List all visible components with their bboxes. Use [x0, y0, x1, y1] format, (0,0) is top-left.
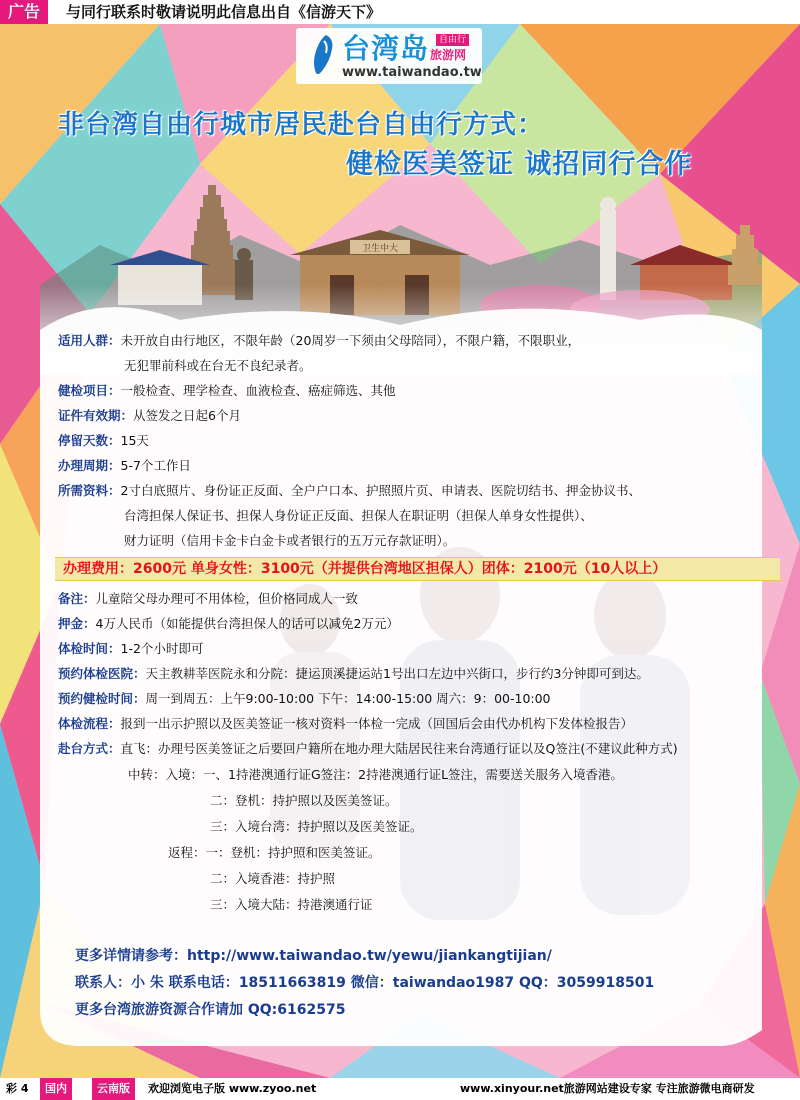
footer-right-text: www.xinyour.net旅游网站建设专家 专注旅游微电商研发 — [460, 1082, 755, 1095]
detail-label: 备注： — [58, 591, 96, 606]
brand-name: 台湾岛 — [342, 32, 430, 65]
detail-label: 预约健检时间： — [58, 691, 146, 706]
detail-label: 赴台方式： — [58, 741, 121, 756]
gate-inscription: 卫生中大 — [361, 244, 399, 254]
cooperation-line: 更多台湾旅游资源合作请加 QQ:6162575 — [75, 1002, 346, 1018]
detail-row — [58, 690, 551, 708]
detail-row — [58, 715, 633, 733]
detail-text: 5-7个工作日 — [120, 458, 191, 473]
detail-text: 2寸白底照片、身份证正反面、全户户口本、护照照片页、申请表、医院切结书、押金协议书、 — [120, 483, 641, 498]
transfer-text: 二：登机：持护照以及医美签证。 — [210, 793, 398, 808]
detail-label: 停留天数： — [58, 433, 121, 448]
detail-text: 直飞：办理号医美签证之后要回户籍所在地办理大陆居民往来台湾通行证以及Q签注(不建议此种方式) — [120, 741, 678, 756]
transfer-text: 二：入境香港：持护照 — [210, 871, 336, 886]
detail-label: 押金： — [58, 616, 96, 631]
detail-row — [58, 740, 678, 758]
source-notice: 与同行联系时敬请说明此信息出自《信游天下》 — [66, 3, 382, 21]
detail-label: 预约体检医院： — [58, 666, 146, 681]
detail-text: 台湾担保人保证书、担保人身份证正反面、担保人在职证明（担保人单身女性提供）、 — [124, 508, 593, 523]
detail-text: 1-2个小时即可 — [120, 641, 204, 656]
brand-url: www.taiwandao.tw — [342, 65, 482, 80]
taiwandao-logo[interactable] — [296, 28, 482, 84]
detail-label: 所需资料： — [58, 483, 121, 498]
detail-text: 未开放自由行地区，不限年龄（20周岁一下须由父母陪同），不限户籍，不限职业， — [120, 333, 581, 348]
detail-text: 周一到周五：上午9:00-10:00 下午：14:00-15:00 周六：9：00-10:00 — [145, 691, 551, 706]
detail-row — [58, 640, 203, 658]
welcome-text: 欢迎浏览电子版 www.zyoo.net — [148, 1082, 317, 1095]
detail-text: 从签发之日起6个月 — [133, 408, 241, 423]
transfer-text: 三：入境大陆：持港澳通行证 — [210, 897, 373, 912]
transfer-row — [168, 844, 381, 862]
transfer-text: 三：入境台湾：持护照以及医美签证。 — [210, 819, 423, 834]
detail-row — [58, 382, 396, 400]
transfer-row — [210, 818, 423, 836]
detail-row — [58, 432, 149, 450]
transfer-row — [210, 870, 335, 888]
detail-text: 一般检查、理学检查、血液检查、癌症筛选、其他 — [120, 383, 396, 398]
detail-label: 健检项目： — [58, 383, 121, 398]
detail-label: 证件有效期： — [58, 408, 134, 423]
transfer-row — [128, 766, 623, 784]
detail-row — [58, 590, 358, 608]
more-info-link[interactable]: 更多详情请参考：http://www.taiwandao.tw/yewu/jiankangtijian/ — [75, 948, 552, 964]
detail-label: 适用人群： — [58, 333, 121, 348]
detail-row — [58, 482, 641, 500]
detail-text: 天主教耕莘医院永和分院：捷运顶溪捷运站1号出口左边中兴街口，步行约3分钟即可到达。 — [145, 666, 649, 681]
fee-text: 办理费用：2600元 单身女性：3100元（并提供台湾地区担保人）团体：2100元（10人以上） — [63, 561, 667, 577]
detail-text: 财力证明（信用卡金卡白金卡或者银行的五万元存款证明）。 — [124, 533, 456, 548]
detail-label: 办理周期： — [58, 458, 121, 473]
detail-row — [124, 507, 593, 525]
headline-line1: 非台湾自由行城市居民赴台自由行方式： — [58, 110, 545, 140]
transfer-text: 返程：一：登机：持护照和医美签证。 — [168, 845, 381, 860]
detail-text: 4万人民币（如能提供台湾担保人的话可以减免2万元） — [95, 616, 399, 631]
detail-label: 体检流程： — [58, 716, 121, 731]
region-tag: 国内 — [40, 1078, 72, 1100]
footer-bar — [0, 1078, 800, 1100]
detail-text: 15天 — [120, 433, 149, 448]
fee-highlight — [55, 557, 780, 581]
taiwan-map-icon — [304, 33, 340, 77]
detail-row — [124, 357, 312, 375]
detail-text: 儿童陪父母办理可不用体检，但价格同成人一致 — [95, 591, 359, 606]
detail-row — [58, 457, 191, 475]
contact-line: 联系人：小 朱 联系电话：18511663819 微信：taiwandao1987 QQ：3059918501 — [75, 975, 655, 991]
detail-row — [58, 665, 649, 683]
brand-subtitle: 旅游网 — [430, 48, 467, 62]
top-bar — [0, 0, 800, 24]
ad-tag: 广告 — [0, 0, 48, 24]
detail-row — [58, 332, 580, 350]
edition-tag: 云南版 — [92, 1078, 135, 1100]
detail-row — [58, 615, 399, 633]
detail-row — [124, 532, 455, 550]
transfer-text: 中转：入境：一、1持港澳通行证G签注：2持港澳通行证L签注，需要送关服务入境香港。 — [128, 767, 624, 782]
detail-text: 无犯罪前科或在台无不良纪录者。 — [124, 358, 312, 373]
detail-label: 体检时间： — [58, 641, 121, 656]
headline-line2: 健检医美签证 诚招同行合作 — [346, 149, 693, 180]
detail-row — [58, 407, 241, 425]
transfer-row — [210, 896, 373, 914]
page-number: 彩 4 — [6, 1082, 29, 1095]
detail-text: 报到一出示护照以及医美签证一核对资料一体检一完成（回国后会由代办机构下发体检报告） — [120, 716, 634, 731]
brand-tag: 自由行 — [436, 34, 469, 46]
transfer-row — [210, 792, 398, 810]
